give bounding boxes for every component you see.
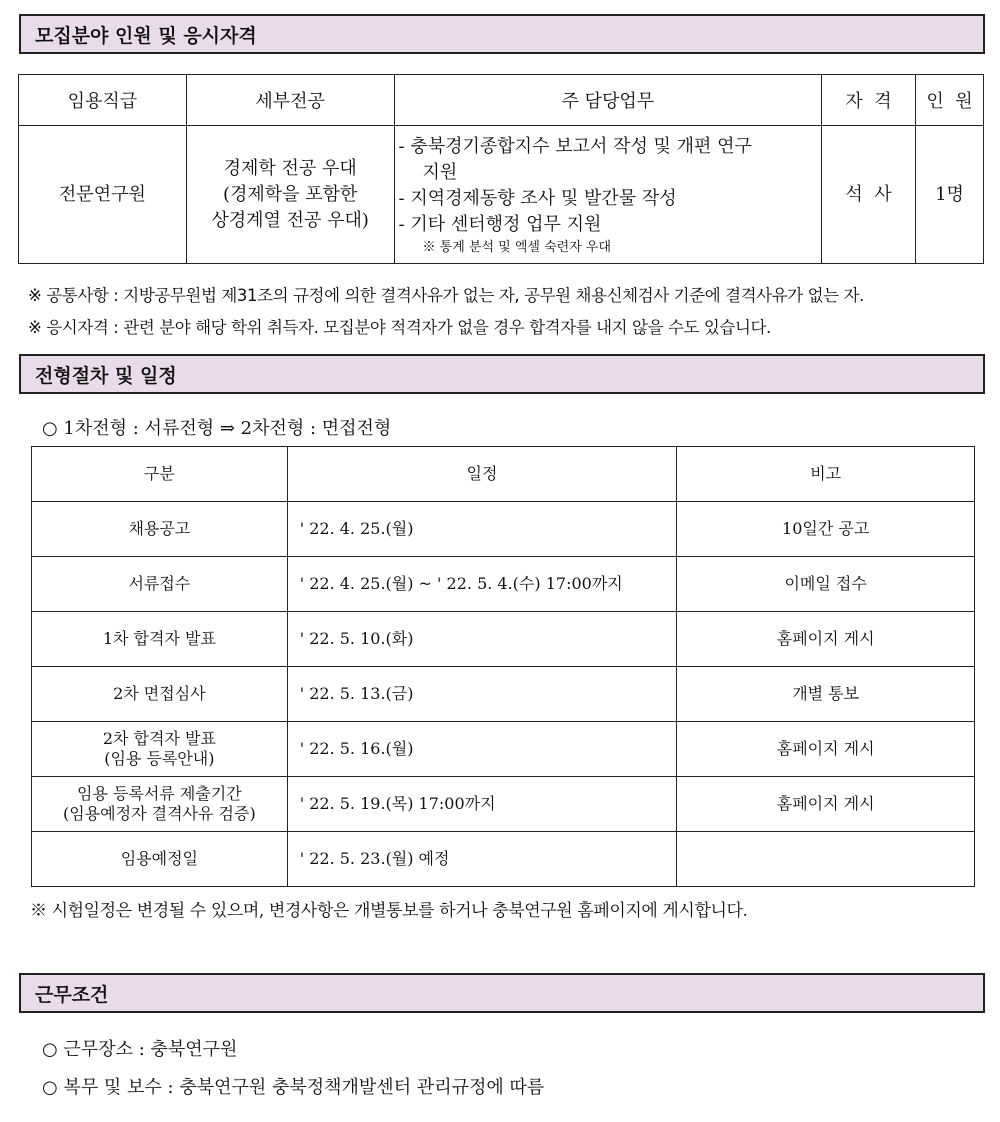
schedule-cell: ' 22. 5. 23.(월) 예정 (287, 832, 677, 887)
table-row (32, 722, 975, 777)
major-cell (186, 126, 394, 264)
eligibility-note: ※ 응시자격 : 관련 분야 해당 학위 취득자. 모집분야 적격자가 없을 경우 합격자를 내지 않을 수도 있습니다. (28, 318, 771, 337)
table-row (32, 502, 975, 557)
table-row (32, 557, 975, 612)
category-subline: (임용예정자 결격사유 검증) (63, 804, 256, 823)
schedule-change-note: ※ 시험일정은 변경될 수 있으며, 변경사항은 개별통보를 하거나 충북연구원 홈페이지에 게시합니다. (30, 901, 748, 921)
header-category: 구분 (32, 447, 288, 502)
section-title-conditions: 근무조건 (19, 973, 985, 1013)
remark-cell: 개별 통보 (677, 667, 975, 722)
process-summary: ○ 1차전형 : 서류전형 ⇒ 2차전형 : 면접전형 (42, 418, 392, 439)
headcount-cell: 1명 (915, 126, 983, 264)
category-cell: 2차 면접심사 (32, 667, 288, 722)
remark-cell: 홈페이지 게시 (677, 777, 975, 832)
table-row (32, 667, 975, 722)
category-subline: (임용 등록안내) (104, 749, 215, 768)
duty-cell (394, 126, 822, 264)
category-cell: 임용예정일 (32, 832, 288, 887)
section-title-recruitment: 모집분야 인원 및 응시자격 (19, 14, 985, 54)
category-cell (32, 722, 288, 777)
remark-cell: 홈페이지 게시 (677, 612, 975, 667)
schedule-cell: ' 22. 4. 25.(월) (287, 502, 677, 557)
major-line: 상경계열 전공 우대) (211, 209, 369, 231)
category-line: 2차 합격자 발표 (102, 729, 216, 748)
header-rank: 임용직급 (19, 75, 187, 126)
header-duty: 주 담당업무 (394, 75, 822, 126)
duty-note: ※ 통계 분석 및 엑셀 숙련자 우대 (422, 239, 612, 255)
schedule-cell: ' 22. 4. 25.(월) ~ ' 22. 5. 4.(수) 17:00까지 (287, 557, 677, 612)
common-requirements-note: ※ 공통사항 : 지방공무원법 제31조의 규정에 의한 결격사유가 없는 자, 공무원 채용신체검사 기준에 결격사유가 없는 자. (28, 286, 864, 305)
header-schedule: 일정 (287, 447, 677, 502)
remark-cell: 10일간 공고 (677, 502, 975, 557)
category-cell: 서류접수 (32, 557, 288, 612)
table-header-row (19, 75, 984, 126)
header-major: 세부전공 (186, 75, 394, 126)
table-row (32, 832, 975, 887)
work-location: ○ 근무장소 : 충북연구원 (42, 1039, 238, 1060)
remark-cell: 홈페이지 게시 (677, 722, 975, 777)
duty-line: 지원 (422, 161, 458, 183)
header-headcount: 인 원 (915, 75, 983, 126)
remark-cell (677, 832, 975, 887)
schedule-cell: ' 22. 5. 16.(월) (287, 722, 677, 777)
table-header-row (32, 447, 975, 502)
category-cell: 채용공고 (32, 502, 288, 557)
remark-cell: 이메일 접수 (677, 557, 975, 612)
table-row (19, 126, 984, 264)
header-remark: 비고 (677, 447, 975, 502)
duty-line: - 기타 센터행정 업무 지원 (398, 213, 602, 235)
duty-line: - 충북경기종합지수 보고서 작성 및 개편 연구 (398, 135, 752, 157)
major-line: (경제학을 포함한 (222, 183, 358, 205)
qualification-cell: 석 사 (822, 126, 916, 264)
schedule-cell: ' 22. 5. 10.(화) (287, 612, 677, 667)
section-title-process: 전형절차 및 일정 (19, 354, 985, 394)
duty-line: - 지역경제동향 조사 및 발간물 작성 (398, 187, 677, 209)
recruitment-table (18, 74, 984, 264)
service-and-pay: ○ 복무 및 보수 : 충북연구원 충북정책개발센터 관리규정에 따름 (42, 1077, 545, 1098)
schedule-cell: ' 22. 5. 13.(금) (287, 667, 677, 722)
category-cell: 1차 합격자 발표 (32, 612, 288, 667)
rank-cell: 전문연구원 (19, 126, 187, 264)
major-line: 경제학 전공 우대 (223, 157, 357, 179)
schedule-cell: ' 22. 5. 19.(목) 17:00까지 (287, 777, 677, 832)
category-line: 임용 등록서류 제출기간 (76, 784, 242, 803)
table-row (32, 777, 975, 832)
header-qualification: 자 격 (822, 75, 916, 126)
schedule-table (31, 446, 975, 887)
table-row (32, 612, 975, 667)
category-cell (32, 777, 288, 832)
